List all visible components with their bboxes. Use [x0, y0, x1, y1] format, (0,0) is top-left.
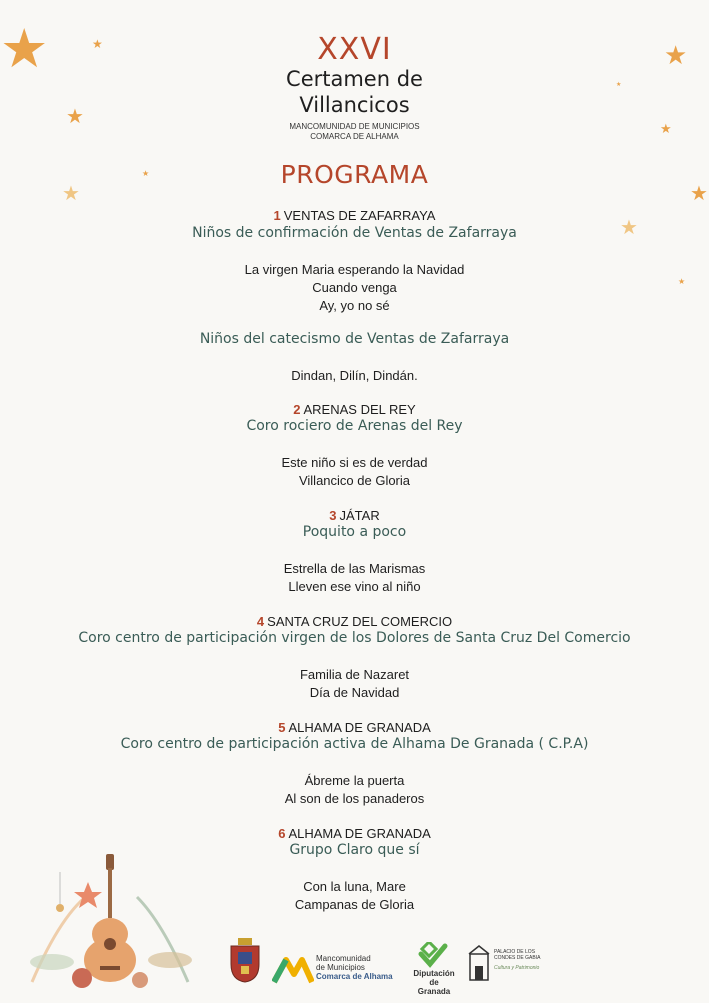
- edition-number: XXVI: [317, 32, 392, 67]
- star-icon: ★: [664, 40, 688, 70]
- star-icon: ★: [690, 183, 708, 205]
- logo-text-line: Mancomunidad: [316, 954, 371, 963]
- section-heading: [0, 508, 709, 523]
- song-title: Ábreme la puerta: [304, 773, 405, 788]
- diputacion-label: [413, 970, 455, 996]
- section-place: JÁTAR: [339, 508, 380, 523]
- song-title: Dindan, Dilín, Dindán.: [291, 368, 418, 383]
- group-name: Coro centro de participación activa de Alhama De Granada ( C.P.A): [120, 736, 589, 752]
- group-name: Coro rociero de Arenas del Rey: [246, 418, 463, 434]
- logo-text-line: de Granada: [417, 977, 451, 996]
- star-icon: ★: [0, 19, 49, 79]
- diputacion-logo-icon: [418, 942, 448, 968]
- coat-of-arms-icon: [228, 938, 262, 984]
- section-number: 2: [293, 402, 301, 417]
- logo-text-line: PALACIO DE LOS: [494, 949, 536, 955]
- mancomunidad-logo-icon: [272, 954, 314, 984]
- song-title: Lleven ese vino al niño: [288, 579, 421, 594]
- star-icon: ★: [620, 217, 638, 239]
- star-icon: ★: [66, 106, 84, 128]
- song-title: Familia de Nazaret: [299, 667, 410, 682]
- section-place: ALHAMA DE GRANADA: [288, 826, 431, 841]
- song-title: Cuando venga: [312, 280, 397, 295]
- logo-text-line: de Municipios: [316, 962, 365, 972]
- section-number: 5: [278, 720, 286, 735]
- group-name: Grupo Claro que sí: [289, 842, 420, 858]
- song-title: Ay, yo no sé: [319, 298, 390, 313]
- guitar-illustration: [22, 852, 198, 992]
- song-title: Con la luna, Mare: [303, 879, 406, 894]
- song-title: Villancico de Gloria: [298, 473, 411, 488]
- palacio-label: [494, 950, 540, 972]
- section-place: VENTAS DE ZAFARRAYA: [283, 208, 436, 223]
- star-icon: ★: [142, 169, 150, 178]
- section-heading: [0, 402, 709, 417]
- section-number: 4: [256, 614, 265, 629]
- song-title: Día de Navidad: [309, 685, 400, 700]
- logo-text-line: Diputación: [413, 969, 455, 978]
- song-title: Este niño si es de verdad: [281, 455, 428, 470]
- organizer-line-2: COMARCA DE ALHAMA: [310, 132, 399, 141]
- title-line-1: Certamen de: [286, 67, 423, 91]
- logo-text-line: CONDES DE GABIA: [494, 954, 541, 961]
- programa-title: PROGRAMA: [280, 160, 429, 189]
- section-number: 3: [329, 508, 337, 523]
- section-number: 1: [273, 208, 281, 223]
- section-place: SANTA CRUZ DEL COMERCIO: [267, 614, 453, 629]
- group-name: Poquito a poco: [302, 524, 407, 540]
- mancomunidad-label: [316, 955, 393, 981]
- section-place: ARENAS DEL REY: [303, 402, 416, 417]
- song-title: Campanas de Gloria: [294, 897, 415, 912]
- title-line-2: Villancicos: [299, 93, 410, 117]
- song-title: Estrella de las Marismas: [283, 561, 426, 576]
- palacio-logo-icon: [468, 944, 490, 982]
- section-number: 6: [278, 826, 286, 841]
- song-title: Al son de los panaderos: [284, 791, 425, 806]
- section-heading: [0, 208, 709, 223]
- section-heading: [0, 614, 709, 629]
- section-heading: [0, 826, 709, 841]
- star-icon: ★: [92, 37, 103, 51]
- song-title: La virgen Maria esperando la Navidad: [244, 262, 465, 277]
- section-heading: [0, 720, 709, 735]
- logo-text-line: Cultura y Patrimonio: [494, 965, 540, 971]
- organizer-line-1: MANCOMUNIDAD DE MUNICIPIOS: [289, 122, 420, 131]
- star-icon: ★: [616, 82, 622, 88]
- section-place: ALHAMA DE GRANADA: [288, 720, 431, 735]
- group-name: Niños de confirmación de Ventas de Zafarraya: [192, 225, 517, 241]
- group-name: Coro centro de participación virgen de los Dolores de Santa Cruz Del Comercio: [78, 630, 631, 646]
- star-icon: ★: [660, 121, 672, 136]
- star-icon: ★: [678, 277, 686, 286]
- group-name: Niños del catecismo de Ventas de Zafarraya: [199, 331, 510, 347]
- logo-text-line: Comarca de Alhama: [316, 971, 393, 981]
- star-icon: ★: [62, 183, 80, 205]
